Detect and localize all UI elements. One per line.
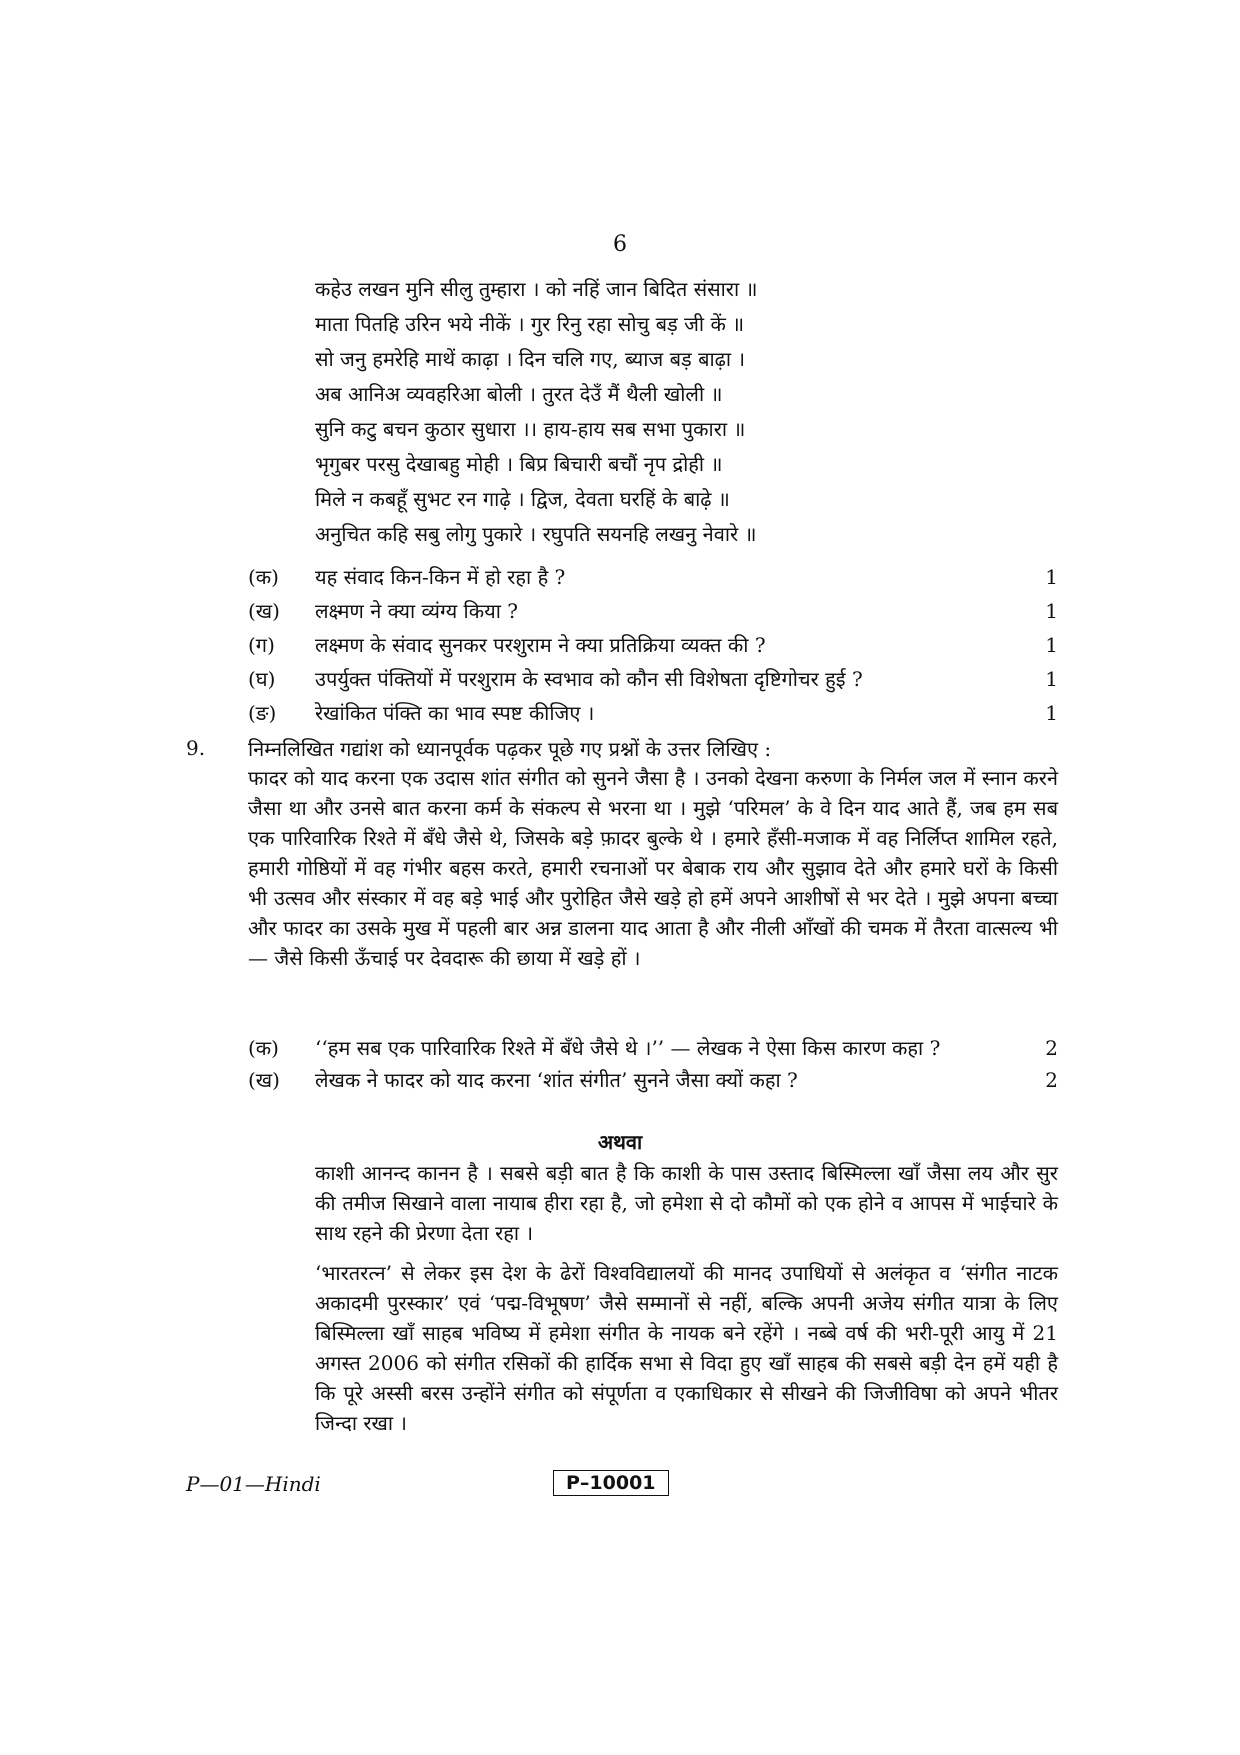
verse-line: अनुचित कहि सबु लोगु पुकारे । रघुपति सयनहि लखनु नेवारे ॥ (315, 522, 757, 546)
subquestion-label: (क) (248, 1036, 279, 1060)
question-number: 9. (186, 736, 206, 760)
subquestion-marks: 1 (1045, 633, 1058, 657)
subquestion-label: (ख) (248, 599, 280, 623)
subquestion (248, 594, 1058, 628)
subquestion-text: रेखांकित पंक्ति का भाव स्पष्ट कीजिए । (315, 701, 595, 725)
verse-line: सुनि कटु बचन कुठार सुधारा ।। हाय-हाय सब सभा पुकारा ॥ (315, 417, 746, 441)
question-instruction: निम्नलिखित गद्यांश को ध्यानपूर्वक पढ़कर पूछे गए प्रश्नों के उत्तर लिखिए : (248, 737, 772, 761)
subquestion-marks: 2 (1045, 1068, 1058, 1092)
subquestion-marks: 2 (1045, 1036, 1058, 1060)
subquestion-marks: 1 (1045, 599, 1058, 623)
subquestion (248, 560, 1058, 594)
subquestion (248, 628, 1058, 662)
paper-code-box: P–10001 (553, 1470, 669, 1496)
page-number: 6 (613, 232, 627, 257)
subquestion-marks: 1 (1045, 667, 1058, 691)
subquestion-label: (ङ) (248, 701, 277, 725)
subquestion-text: लक्ष्मण ने क्या व्यंग्य किया ? (315, 599, 518, 623)
subquestion-text: ‘‘हम सब एक पारिवारिक रिश्ते में बँधे जैसे थे ।’’ — लेखक ने ऐसा किस कारण कहा ? (315, 1036, 941, 1060)
subquestion-marks: 1 (1045, 701, 1058, 725)
subquestion (248, 696, 1058, 730)
verse-line: कहेउ लखन मुनि सीलु तुम्हारा । को नहिं जान बिदित संसारा ॥ (315, 277, 758, 301)
subquestion (248, 1033, 1058, 1063)
verse-line: मिले न कबहूँ सुभट रन गाढ़े । द्विज, देवता घरहिं के बाढ़े ॥ (315, 487, 730, 511)
q8-subquestion-list (248, 560, 1058, 730)
subquestion-label: (क) (248, 565, 279, 589)
prose-passage: फादर को याद करना एक उदास शांत संगीत को सुनने जैसा है । उनको देखना करुणा के निर्मल जल में स्नान करने जैसा था और उनसे बात करना कर्म के संकल्प से भरना था । मुझे ‘परिमल’ के वे दिन याद आते हैं, जब हम सब एक पारिवारिक रिश्ते में बँधे जैसे थे, जिसके बड़े फ़ादर बुल्के थे । हमारे हँसी-मजाक में वह निर्लिप्त शामिल रहते, हमारी गोष्ठियों में वह गंभीर बहस करते, हमारी रचनाओं पर बेबाक राय और सुझाव देते और हमारे घरों के किसी भी उत्सव और संस्कार में वह बड़े भाई और पुरोहित जैसे खड़े हो हमें अपने आशीषों से भर देते । मुझे अपना बच्चा और फादर का उसके मुख में पहली बार अन्न डालना याद आता है और नीली आँखों की चमक में तैरता वात्सल्य भी — जैसे किसी ऊँचाई पर देवदारू की छाया में खड़े हों । (248, 766, 1058, 970)
verse-line: माता पितहि उरिन भये नीकें । गुर रिनु रहा सोचु बड़ जी कें ॥ (315, 312, 745, 336)
subquestion-marks: 1 (1045, 565, 1058, 589)
or-heading: अथवा (597, 1130, 643, 1154)
subquestion-label: (ग) (248, 633, 275, 657)
subquestion-text: लेखक ने फादर को याद करना ‘शांत संगीत’ सुनने जैसा क्यों कहा ? (315, 1068, 798, 1092)
verse-block (315, 272, 1075, 552)
subquestion-text: लक्ष्मण के संवाद सुनकर परशुराम ने क्या प्रतिक्रिया व्यक्त की ? (315, 633, 766, 657)
subquestion (248, 662, 1058, 696)
subquestion-label: (ख) (248, 1068, 280, 1092)
subquestion-text: उपर्युक्त पंक्तियों में परशुराम के स्वभाव को कौन सी विशेषता दृष्टिगोचर हुई ? (315, 667, 863, 691)
alternate-passage-paragraph: काशी आनन्द कानन है । सबसे बड़ी बात है कि काशी के पास उस्ताद बिस्मिल्ला खाँ जैसा लय और सुर की तमीज सिखाने वाला नायाब हीरा रहा है, जो हमेशा से दो कौमों को एक होने व आपस में भाईचारे के साथ रहने की प्रेरणा देता रहा । (315, 1161, 1058, 1245)
subquestion (248, 1063, 1058, 1097)
subquestion-text: यह संवाद किन-किन में हो रहा है ? (315, 565, 566, 589)
q9-subquestion-list (248, 1033, 1058, 1097)
verse-line: अब आनिअ व्यवहरिआ बोली । तुरत देउँ मैं थैली खोली ॥ (315, 382, 723, 406)
verse-line: सो जनु हमरेहि माथें काढ़ा । दिन चलि गए, ब्याज बड़ बाढ़ा । (315, 347, 746, 371)
subquestion-label: (घ) (248, 667, 276, 691)
paper-label: P—01—Hindi (186, 1472, 321, 1496)
alternate-passage-paragraph: ‘भारतरत्न’ से लेकर इस देश के ढेरों विश्वविद्यालयों की मानद उपाधियों से अलंकृत व ‘संगीत नाटक अकादमी पुरस्कार’ एवं ‘पद्म-विभूषण’ जैसे सम्मानों से नहीं, बल्कि अपनी अजेय संगीत यात्रा के लिए बिस्मिल्ला खाँ साहब भविष्य में हमेशा संगीत के नायक बने रहेंगे । नब्बे वर्ष की भरी-पूरी आयु में 21 अगस्त 2006 को संगीत रसिकों की हार्दिक सभा से विदा हुए खाँ साहब की सबसे बड़ी देन हमें यही है कि पूरे अस्सी बरस उन्होंने संगीत को संपूर्णता व एकाधिकार से सीखने की जिजीविषा को अपने भीतर जिन्दा रखा । (315, 1261, 1058, 1435)
verse-line: भृगुबर परसु देखाबहु मोही । बिप्र बिचारी बचौं नृप द्रोही ॥ (315, 452, 723, 476)
